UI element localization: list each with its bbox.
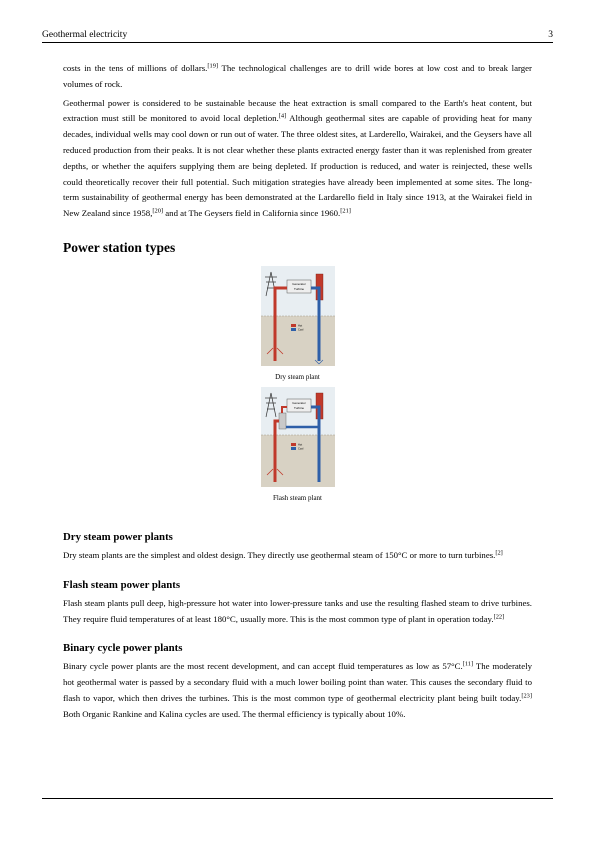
figure-flash-steam	[63, 387, 532, 503]
running-title: Geothermal electricity	[42, 30, 128, 40]
page-number: 3	[548, 30, 553, 40]
diagram-ground	[261, 316, 335, 366]
separator-tank	[279, 413, 286, 429]
figure-dry-steam	[63, 266, 532, 382]
text: The technological challenges are to drill wide bores at low cost and to break larger volumes of rock.	[63, 63, 532, 89]
turbine-label: Turbine	[293, 286, 304, 291]
section-heading: Power station types	[63, 239, 176, 255]
flash-steam-paragraph	[63, 596, 532, 628]
legend-hot-swatch	[291, 324, 296, 327]
page-header	[42, 30, 553, 43]
generator-label: Generator	[291, 400, 306, 405]
flash-steam-plant-diagram	[261, 387, 335, 487]
footer-rule	[42, 798, 553, 799]
legend-cool-swatch	[291, 447, 296, 450]
text: Geothermal power is considered to be sustainable because the heat extraction is small compared to the Earth's heat content, but extraction must still be monitored to avoid local depletion.	[63, 97, 532, 124]
text: costs in the tens of millions of dollars.	[63, 63, 208, 73]
citation-link[interactable]: [4]	[278, 112, 287, 120]
text: Dry steam plants are the simplest and oldest design. They directly use geothermal steam of 150°C or more to turn turbines.	[63, 549, 496, 560]
legend-hot-label: Hot	[297, 324, 302, 328]
text: Flash steam plants pull deep, high-pressure hot water into lower-pressure tanks and use the resulting flashed steam to drive turbines. They require fluid temperatures of at least 180°C, usually more. This is the most common type of plant in operation today.	[63, 597, 532, 624]
subsection-heading-dry: Dry steam power plants	[63, 530, 173, 543]
page-content	[63, 61, 532, 726]
figure-caption: Dry steam plant	[275, 372, 320, 381]
citation-link[interactable]: [22]	[493, 613, 505, 621]
legend-hot-label: Hot	[297, 443, 302, 447]
binary-cycle-paragraph	[63, 659, 532, 722]
citation-link[interactable]: [2]	[495, 549, 503, 557]
text: The moderately hot geothermal water is passed by a secondary fluid with a much lower boiling point than water. This causes the secondary fluid to flash to vapor, which then drives the turbines. This is the most common type of geothermal electricity plant being built today.	[63, 661, 532, 703]
generator-label: Generator	[291, 281, 306, 286]
text: Both Organic Rankine and Kalina cycles are used. The thermal efficiency is typically about 10%.	[63, 708, 406, 719]
intro-paragraph-1	[63, 61, 532, 93]
subsection-heading-binary: Binary cycle power plants	[63, 642, 183, 655]
legend-cool-label: Cool	[297, 447, 303, 451]
citation-link[interactable]: [19]	[207, 62, 219, 70]
citation-link[interactable]: [21]	[340, 207, 351, 215]
legend-hot-swatch	[291, 443, 296, 446]
legend-cool-swatch	[291, 328, 296, 331]
text: Although geothermal sites are capable of providing heat for many decades, individual wells may cool down or run out of water. The three oldest sites, at Larderello, Wairakei, and the Geysers have all reduced production from their peaks. It is not clear whether these plants extracted energy faster than it was replenished from greater depths, or whether the aquifers supplying them are being depleted. If production is reduced, and water is reinjected, these wells could theoretically recover their full potential. Such mitigation strategies have already been implemented at some sites. The long-term sustainability of geothermal energy has been demonstrated at the Lardarello field in Italy since 1913, at the Wairakei field in New Zealand since 1958,	[63, 113, 532, 219]
legend-cool-label: Cool	[297, 328, 303, 332]
intro-paragraph-2	[63, 96, 532, 222]
text: Binary cycle power plants are the most recent development, and can accept fluid temperatures as low as 57°C.	[63, 661, 463, 672]
dry-steam-paragraph	[63, 548, 532, 564]
citation-link[interactable]: [11]	[462, 660, 474, 668]
citation-link[interactable]: [23]	[521, 692, 532, 700]
turbine-label: Turbine	[293, 405, 304, 410]
subsection-heading-flash: Flash steam power plants	[63, 578, 181, 591]
dry-steam-plant-diagram	[261, 266, 335, 366]
citation-link[interactable]: [20]	[152, 207, 164, 215]
text: and at The Geysers field in California since 1960.	[163, 208, 341, 219]
figure-caption: Flash steam plant	[273, 493, 322, 502]
